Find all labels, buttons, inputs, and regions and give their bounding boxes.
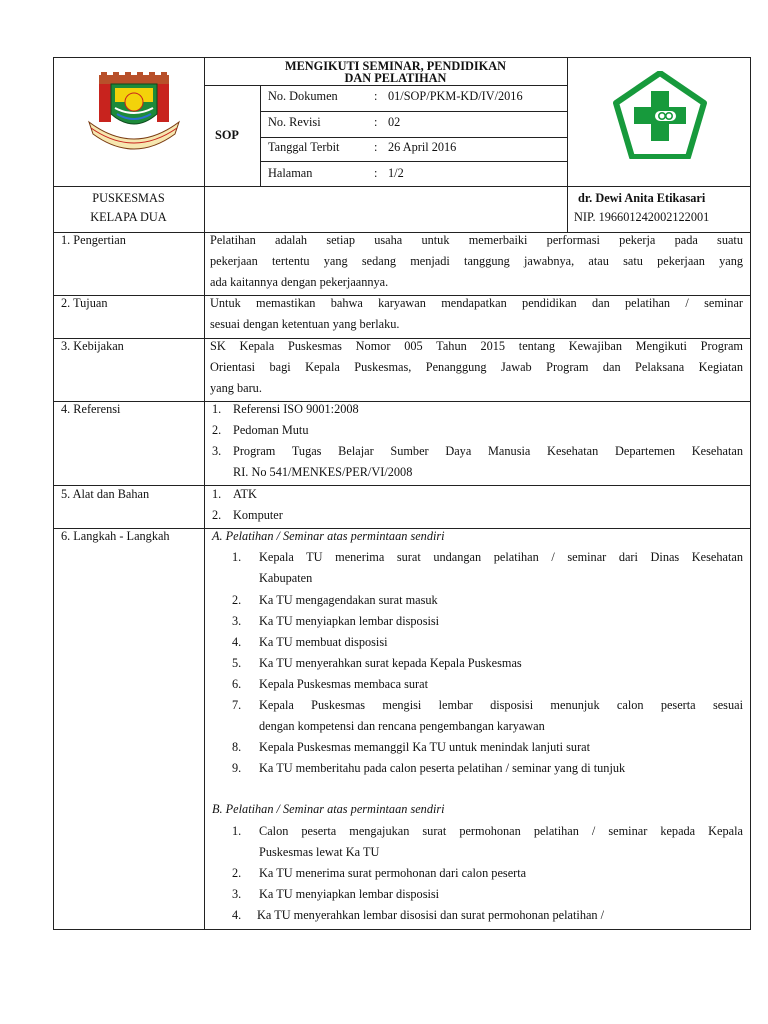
step-text: Ka TU menyiapkan lembar disposisi: [259, 887, 440, 901]
meta-sep: :: [374, 166, 378, 180]
step-number: 3.: [232, 887, 242, 901]
doc-title-line2: DAN PELATIHAN: [344, 71, 447, 85]
step-number: 2.: [232, 593, 242, 607]
step-text: Ka TU menyerahkan surat kepada Kepala Puskesmas: [259, 656, 522, 670]
meta-value: 26 April 2016: [388, 140, 457, 154]
meta-label: No. Revisi: [268, 115, 321, 129]
regency-emblem-logo: [85, 72, 183, 152]
sop-label: SOP: [215, 128, 239, 142]
section-text-line: ada kaitannya dengan pekerjaannya.: [210, 275, 389, 289]
step-text: Kepala Puskesmas mengisi lembar disposisi menunjuk calon peserta sesuai: [259, 698, 743, 712]
section-text-line: Untuk memastikan bahwa karyawan mendapatkan pendidikan dan pelatihan / seminar: [210, 296, 743, 310]
step-text: Ka TU mengagendakan surat masuk: [259, 593, 438, 607]
list-number: 2.: [212, 508, 222, 522]
section-text-line: yang baru.: [210, 381, 262, 395]
meta-value: 02: [388, 115, 401, 129]
step-text: Kepala TU menerima surat undangan pelatihan / seminar dari Dinas Kesehatan: [259, 550, 743, 564]
meta-label: No. Dokumen: [268, 89, 338, 103]
list-number: 2.: [212, 423, 222, 437]
signer-nip: NIP. 196601242002122001: [574, 210, 710, 224]
meta-sep: :: [374, 115, 378, 129]
doc-title-line1: MENGIKUTI SEMINAR, PENDIDIKAN: [284, 59, 507, 73]
step-number: 3.: [232, 614, 242, 628]
step-number: 7.: [232, 698, 242, 712]
list-number: 3.: [212, 444, 222, 458]
puskesmas-logo: [612, 71, 708, 159]
list-item: Referensi ISO 9001:2008: [233, 402, 359, 416]
meta-value: 01/SOP/PKM-KD/IV/2016: [388, 89, 523, 103]
section-label-tujuan: 2. Tujuan: [61, 296, 108, 310]
step-text: Ka TU memberitahu pada calon peserta pelatihan / seminar yang di tunjuk: [259, 761, 626, 775]
org-name-line2: KELAPA DUA: [90, 210, 167, 224]
section-text-line: Orientasi bagi Kepala Puskesmas, Penanggung Jawab Program dan Pelaksana Kegiatan: [210, 360, 743, 374]
section-text-line: SK Kepala Puskesmas Nomor 005 Tahun 2015 tentang Kewajiban Mengikuti Program: [210, 339, 743, 353]
step-text: Calon peserta mengajukan surat permohonan pelatihan / seminar kepada Kepala: [259, 824, 743, 838]
list-number: 1.: [212, 402, 222, 416]
step-text: dengan kompetensi dan rencana pengembangan karyawan: [259, 719, 545, 733]
signer-name: dr. Dewi Anita Etikasari: [578, 191, 706, 205]
group-a-title: A. Pelatihan / Seminar atas permintaan sendiri: [212, 529, 445, 543]
list-item: Komputer: [233, 508, 283, 522]
section-label-kebijakan: 3. Kebijakan: [61, 339, 124, 353]
section-label-alat-bahan: 5. Alat dan Bahan: [61, 487, 150, 501]
section-text-line: pekerjaan tertentu yang sedang menjadi tanggung jawabnya, atau satu pekerjaan yang: [210, 254, 743, 268]
step-number: 9.: [232, 761, 242, 775]
step-number: 4.: [232, 635, 242, 649]
meta-sep: :: [374, 140, 378, 154]
section-text-line: sesuai dengan ketentuan yang berlaku.: [210, 317, 400, 331]
section-label-referensi: 4. Referensi: [61, 402, 121, 416]
step-text: Ka TU menerima surat permohonan dari calon peserta: [259, 866, 527, 880]
step-text: Kepala Puskesmas memanggil Ka TU untuk menindak lanjuti surat: [259, 740, 591, 754]
step-number: 1.: [232, 550, 242, 564]
meta-value: 1/2: [388, 166, 404, 180]
org-name-line1: PUSKESMAS: [92, 191, 165, 205]
meta-label: Halaman: [268, 166, 313, 180]
step-text: Puskesmas lewat Ka TU: [259, 845, 380, 859]
list-number: 1.: [212, 487, 222, 501]
list-item: ATK: [233, 487, 257, 501]
step-text: Ka TU menyiapkan lembar disposisi: [259, 614, 440, 628]
meta-sep: :: [374, 89, 378, 103]
group-b-title: B. Pelatihan / Seminar atas permintaan sendiri: [212, 802, 445, 816]
step-number: 6.: [232, 677, 242, 691]
step-text: Kepala Puskesmas membaca surat: [259, 677, 429, 691]
list-item: RI. No 541/MENKES/PER/VI/2008: [233, 465, 413, 479]
list-item: Program Tugas Belajar Sumber Daya Manusia Kesehatan Departemen Kesehatan: [233, 444, 743, 458]
meta-label: Tanggal Terbit: [268, 140, 340, 154]
step-number: 5.: [232, 656, 242, 670]
section-label-pengertian: 1. Pengertian: [61, 233, 126, 247]
list-item: Pedoman Mutu: [233, 423, 309, 437]
step-number: 1.: [232, 824, 242, 838]
section-text-line: Pelatihan adalah setiap usaha untuk memerbaiki performasi pekerja pada suatu: [210, 233, 743, 247]
step-number: 4.: [232, 908, 242, 922]
step-number: 8.: [232, 740, 242, 754]
step-text: Ka TU menyerahkan lembar disosisi dan surat permohonan pelatihan /: [257, 908, 605, 922]
section-label-langkah: 6. Langkah - Langkah: [61, 529, 170, 543]
step-text: Kabupaten: [259, 571, 313, 585]
step-text: Ka TU membuat disposisi: [259, 635, 388, 649]
step-number: 2.: [232, 866, 242, 880]
